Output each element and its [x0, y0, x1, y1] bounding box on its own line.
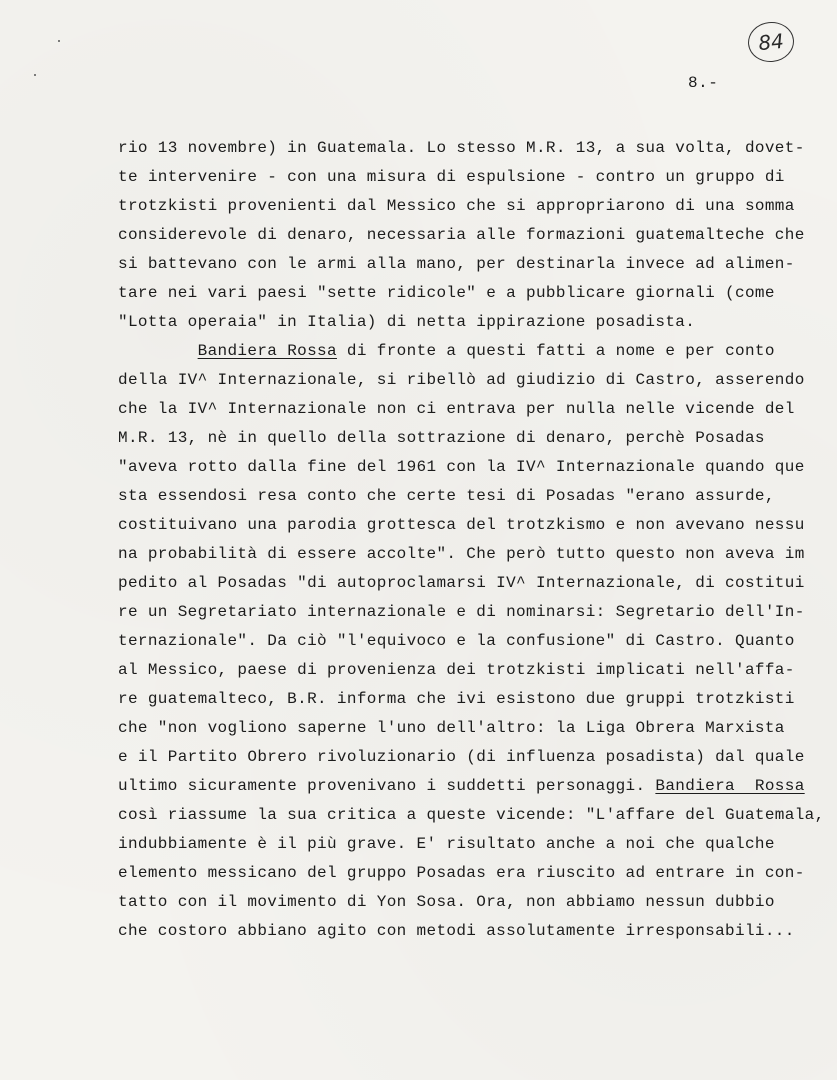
text-segment: indubbiamente è il più grave. E' risultato anche a noi che qualche	[118, 835, 775, 853]
text-line	[118, 279, 818, 308]
text-line	[118, 917, 818, 946]
text-segment: così riassume la sua critica a queste vicende: "L'affare del Guatemala,	[118, 806, 825, 824]
text-segment: "aveva rotto dalla fine del 1961 con la IV^ Internazionale quando que	[118, 458, 805, 476]
text-line	[118, 801, 825, 830]
text-line	[118, 888, 818, 917]
text-segment: che "non vogliono saperne l'uno dell'altro: la Liga Obrera Marxista	[118, 719, 785, 737]
text-segment: tatto con il movimento di Yon Sosa. Ora, non abbiamo nessun dubbio	[118, 893, 775, 911]
text-segment: te intervenire - con una misura di espulsione - contro un gruppo di	[118, 168, 785, 186]
text-segment: che la IV^ Internazionale non ci entrava per nulla nelle vicende del	[118, 400, 795, 418]
text-segment: "Lotta operaia" in Italia) di netta ippirazione posadista.	[118, 313, 696, 331]
text-segment: re guatemalteco, B.R. informa che ivi esistono due gruppi trotzkisti	[118, 690, 795, 708]
text-line	[118, 221, 818, 250]
text-segment: si battevano con le armi alla mano, per destinarla invece ad alimen-	[118, 255, 795, 273]
text-line	[118, 134, 818, 163]
text-segment: pedito al Posadas "di autoproclamarsi IV^ Internazionale, di costitui	[118, 574, 805, 592]
text-line	[118, 743, 818, 772]
text-line	[118, 163, 818, 192]
underlined-title: Bandiera Rossa	[655, 777, 805, 795]
text-segment: ternazionale". Da ciò "l'equivoco e la confusione" di Castro. Quanto	[118, 632, 795, 650]
text-segment: considerevole di denaro, necessaria alle formazioni guatemalteche che	[118, 226, 805, 244]
text-line	[118, 772, 818, 801]
body-text	[118, 134, 825, 946]
speck-mark	[58, 40, 60, 42]
text-line	[118, 569, 818, 598]
archive-number-stamp: 84	[746, 20, 796, 65]
text-segment: ultimo sicuramente provenivano i suddetti personaggi.	[118, 777, 656, 795]
text-segment: e il Partito Obrero rivoluzionario (di influenza posadista) dal quale	[118, 748, 805, 766]
text-segment	[118, 342, 198, 360]
text-line	[118, 192, 818, 221]
text-segment: elemento messicano del gruppo Posadas era riuscito ad entrare in con-	[118, 864, 805, 882]
text-line	[118, 830, 818, 859]
text-segment: trotzkisti provenienti dal Messico che si appropriarono di una somma	[118, 197, 795, 215]
text-line	[118, 424, 818, 453]
text-segment: costituivano una parodia grottesca del trotzkismo e non avevano nessu	[118, 516, 805, 534]
underlined-title: Bandiera Rossa	[197, 342, 337, 360]
text-segment: di fronte a questi fatti a nome e per conto	[336, 342, 775, 360]
text-line	[118, 308, 818, 337]
text-line	[118, 859, 818, 888]
text-line	[118, 395, 818, 424]
text-segment: della IV^ Internazionale, si ribellò ad giudizio di Castro, asserendo	[118, 371, 805, 389]
text-line	[118, 656, 818, 685]
text-segment: che costoro abbiano agito con metodi assolutamente irresponsabili...	[118, 922, 795, 940]
text-segment: sta essendosi resa conto che certe tesi di Posadas "erano assurde,	[118, 487, 775, 505]
text-line	[118, 337, 818, 366]
text-segment: al Messico, paese di provenienza dei trotzkisti implicati nell'affa-	[118, 661, 795, 679]
text-segment: tare nei vari paesi "sette ridicole" e a pubblicare giornali (come	[118, 284, 775, 302]
text-line	[118, 714, 818, 743]
text-line	[118, 250, 818, 279]
speck-mark	[34, 74, 36, 76]
text-line	[118, 511, 818, 540]
text-segment: rio 13 novembre) in Guatemala. Lo stesso M.R. 13, a sua volta, dovet-	[118, 139, 805, 157]
text-line	[118, 366, 818, 395]
text-line	[118, 627, 818, 656]
text-segment: M.R. 13, nè in quello della sottrazione di denaro, perchè Posadas	[118, 429, 765, 447]
text-segment: na probabilità di essere accolte". Che però tutto questo non aveva im	[118, 545, 805, 563]
text-segment: re un Segretariato internazionale e di nominarsi: Segretario dell'In-	[118, 603, 805, 621]
text-line	[118, 540, 818, 569]
page-number: 8.-	[688, 74, 719, 92]
text-line	[118, 685, 818, 714]
text-line	[118, 482, 818, 511]
text-line	[118, 598, 818, 627]
text-line	[118, 453, 818, 482]
